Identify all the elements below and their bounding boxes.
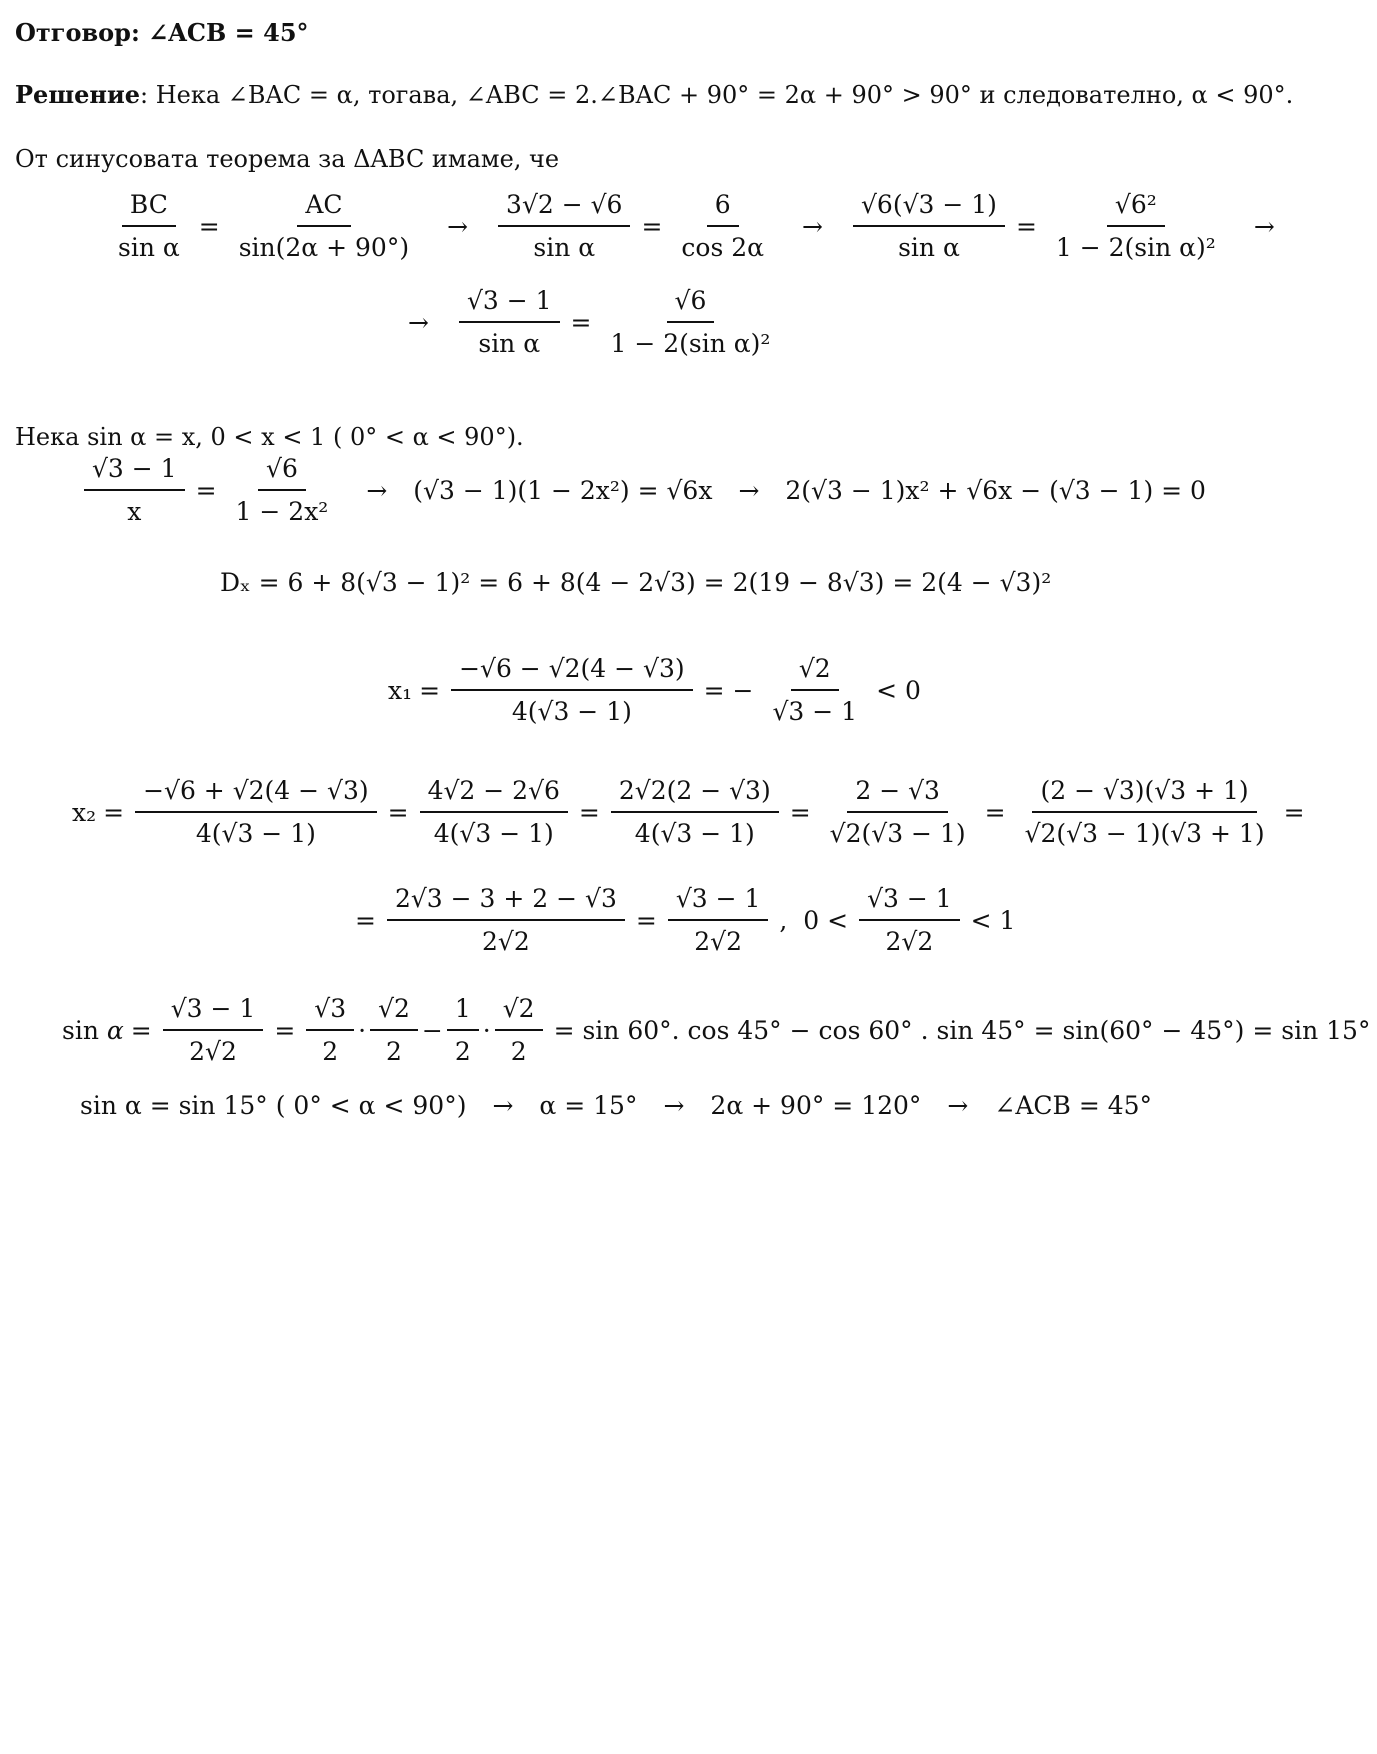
fraction: $\frac{√3 - 1}{2√2}$ — [859, 884, 960, 956]
fraction: $\frac{(2 - √3)(√3 + 1)}{√2(√3 - 1)(√3 + 1)}$ — [1024, 776, 1265, 848]
fraction: $\frac{-√6 - √2(4 - √3)}{4(√3 - 1)}$ — [451, 654, 693, 726]
fraction: $\frac{2 - √3}{√2(√3 - 1)}$ — [829, 776, 966, 848]
fraction: $\frac{√2}{2}$ — [495, 994, 543, 1066]
fraction: $\frac{√2}{2}$ — [370, 994, 418, 1066]
solution-label: Решение — [15, 80, 141, 109]
solution-line — [15, 80, 1294, 109]
fraction: $\frac{√2}{√3 - 1}$ — [772, 654, 858, 726]
fraction: $\frac{-√6 + √2(4 - √3)}{4(√3 - 1)}$ — [135, 776, 377, 848]
equation-x1: x₁ = $\frac{-√6 - √2(4 - √3)}{4(√3 - 1)}$ = − $\frac{√2}{√3 - 1}$ < 0 — [388, 654, 921, 726]
fraction: $\frac{√3 - 1}{2√2}$ — [163, 994, 264, 1066]
equation-final: sin α = sin 15° ( 0° < α < 90°) → α = 15° → 2α + 90° = 120° → ∠ACB = 45° — [80, 1090, 1153, 1120]
fraction: $\frac{\text{√6²}}{\text{1 − 2(sin α)²}}$ — [1055, 190, 1216, 262]
fraction: $\frac{BC}{\text{sin α}}$ — [118, 190, 180, 262]
fraction: $\frac{AC}{\sin(2\alpha + 90^\circ)}$ — [238, 190, 410, 262]
equation-x2-continued: = $\frac{2√3 - 3 + 2 - √3}{2√2}$ = $\frac{√3 - 1}{2√2}$ , 0 < $\frac{√3 - 1}{2√2}$ < 1 — [355, 884, 1016, 956]
fraction: $\frac{√6}{\text{1 − 2(sin α)²}}$ — [610, 286, 771, 358]
substitution-line: Нека sin α = x, 0 < x < 1 ( 0° < α < 90°). — [15, 423, 524, 451]
equation-quadratic: $\frac{√3 - 1}{x}$ = $\frac{√6}{\text{1 − 2x²}}$ → (√3 − 1)(1 − 2x²) = √6x → 2(√3 − 1)x² + √6x − (√3 − 1) = 0 — [80, 440, 1206, 540]
sine-theorem-intro: От синусовата теорема за ΔABC имаме, че — [15, 145, 560, 173]
equation-discriminant: Dₓ = 6 + 8(√3 − 1)² = 6 + 8(4 − 2√3) = 2(19 − 8√3) = 2(4 − √3)² — [220, 567, 1052, 597]
answer-line — [15, 18, 309, 47]
fraction: $\frac{2√3 - 3 + 2 - √3}{2√2}$ — [387, 884, 625, 956]
fraction: $\frac{√3 - 1}{x}$ — [84, 454, 185, 526]
fraction: $\frac{√3}{2}$ — [306, 994, 354, 1066]
equation-x2: x₂ = $\frac{-√6 + √2(4 - √3)}{4(√3 - 1)}$ = $\frac{4√2 - 2√6}{4(√3 - 1)}$ = $\frac{2√2(2 - √3)}{4(√3 - 1)}$ = $\frac{2 - √3}{√2(√3 - 1)}$ = $\frac{(2 - √3)(√3 + 1)}{√2(√3 - 1)(√3 + 1)}$ = — [72, 776, 1305, 848]
equation-ratio-2: → $\frac{√3 - 1}{\text{sin α}}$ = $\frac{√6}{\text{1 − 2(sin α)²}}$ — [408, 272, 782, 372]
fraction: $\frac{4√2 - 2√6}{4(√3 - 1)}$ — [420, 776, 568, 848]
fraction: $\frac{√6(√3 - 1)}{\text{sin α}}$ — [853, 190, 1005, 262]
fraction: $\frac{2√2(2 - √3)}{4(√3 - 1)}$ — [611, 776, 779, 848]
equation-ratio: $\frac{BC}{\text{sin α}}$ = $\frac{AC}{\sin(2\alpha + 90^\circ)}$ → $\frac{3√2 - √6}{\text{sin α}}$ = $\frac{6}{\cos 2\alpha}$ → $\frac{√6(√3 - 1)}{\text{sin α}}$ = $\frac{\text{√6²}}{\text{1 − 2(sin α)²}}$ → — [106, 176, 1301, 276]
fraction: $\frac{√3 - 1}{\text{sin α}}$ — [459, 286, 560, 358]
quad-step2: (√3 − 1)(1 − 2x²) = √6x — [413, 475, 713, 505]
fraction: $\frac{6}{\cos 2\alpha}$ — [681, 190, 765, 262]
fraction: $\frac{1}{2}$ — [447, 994, 479, 1066]
answer-value: ∠ACB = 45° — [148, 18, 309, 47]
quad-step3: 2(√3 − 1)x² + √6x − (√3 − 1) = 0 — [785, 475, 1206, 505]
answer-label: Отговор: — [15, 18, 140, 47]
fraction: $\frac{√3 - 1}{2√2}$ — [668, 884, 769, 956]
fraction: $\frac{3√2 - √6}{\text{sin α}}$ — [498, 190, 630, 262]
fraction: $\frac{√6}{\text{1 − 2x²}}$ — [235, 454, 329, 526]
equation-sin-value: sin α = $\frac{√3 - 1}{2√2}$ = $\frac{√3}{2}$ · $\frac{√2}{2}$ − $\frac{1}{2}$ · $\frac{√2}{2}$ = sin 60°. cos 45° − cos 60° . sin 45° = sin(60° − 45°) = sin 15° — [62, 994, 1371, 1066]
solution-text: : Нека ∠BAC = α, тогава, ∠ABC = 2.∠BAC + 90° = 2α + 90° > 90° и следователно, α < 90°. — [140, 81, 1294, 109]
